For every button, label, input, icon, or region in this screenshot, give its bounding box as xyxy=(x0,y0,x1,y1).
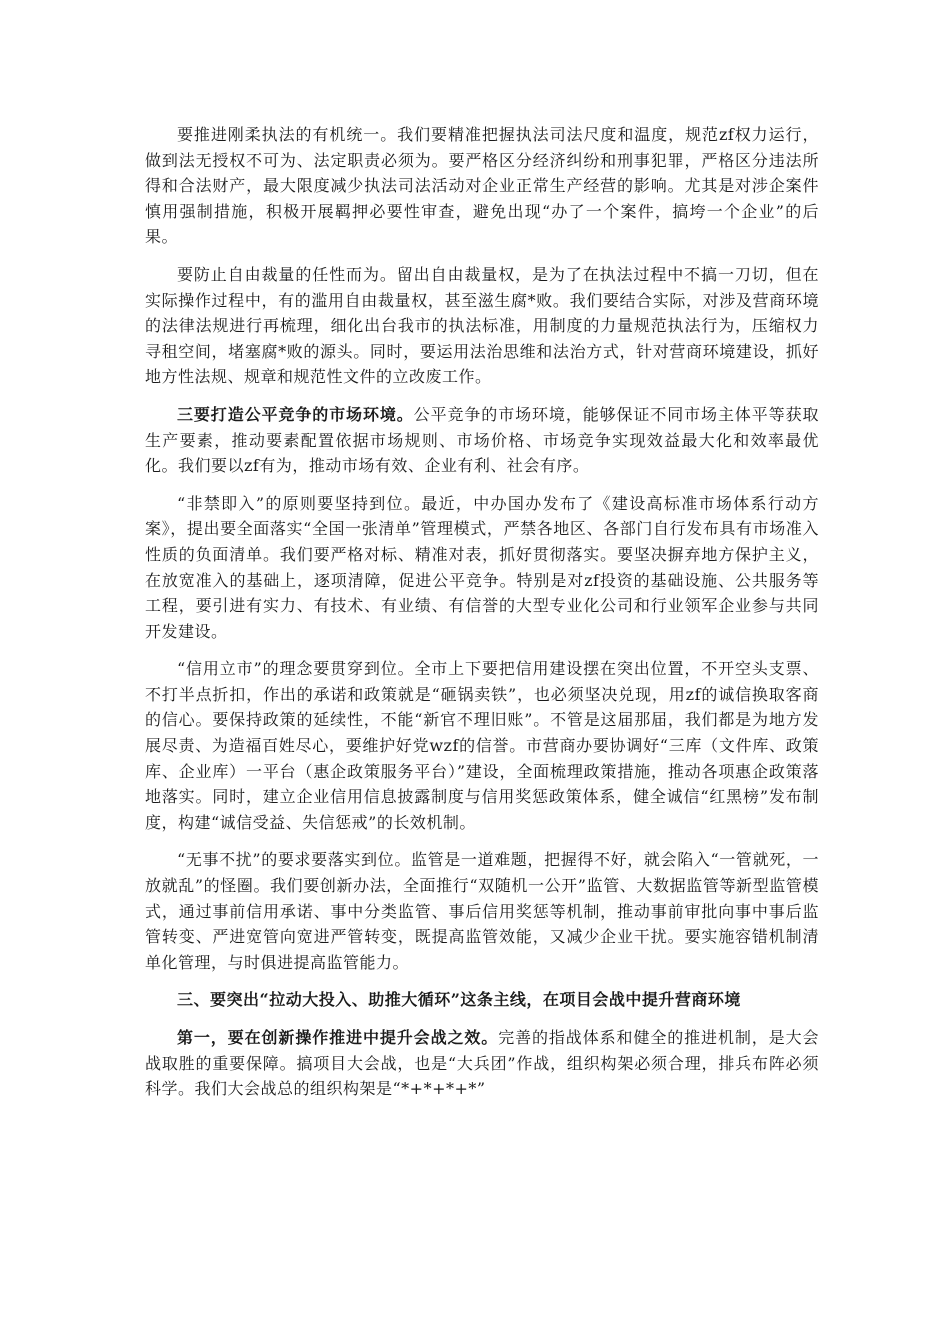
paragraph-text: 要推进刚柔执法的有机统一。我们要精准把握执法司法尺度和温度，规范zf权力运行，做到法无授权不可为、法定职责必须为。要严格区分经济纠纷和刑事犯罪，严格区分违法所得和合法财产，最大限度减少执法司法活动对企业正常生产经营的影响。尤其是对涉企案件慎用强制措施，积极开展羁押必要性审查，避免出现“办了一个案件，搞垮一个企业”的后果。 xyxy=(145,125,819,247)
paragraph-text: “信用立市”的理念要贯穿到位。全市上下要把信用建设摆在突出位置，不开空头支票、不打半点折扣，作出的承诺和政策就是“砸锅卖铁”，也必须坚决兑现，用zf的诚信换取客商的信心。要保持政策的延续性，不能“新官不理旧账”。不管是这届那届，我们都是为地方发展尽责、为造福百姓尽心，要维护好党wzf的信誉。市营商办要协调好“三库（文件库、政策库、企业库）一平台（惠企政策服务平台）”建设，全面梳理政策措施，推动各项惠企政策落地落实。同时，建立企业信用信息披露制度与信用奖惩政策体系，健全诚信“红黑榜”发布制度，构建“诚信受益、失信惩戒”的长效机制。 xyxy=(145,659,819,832)
paragraph-market-access xyxy=(145,491,819,645)
paragraph-fair-market xyxy=(145,402,819,479)
document-page xyxy=(145,122,819,1114)
paragraph-text: 完善的指战体系和健全的推进机制，是大会战取胜的重要保障。搞项目大会战，也是“大兵团”作战，组织构架必须合理，排兵布阵必须科学。我们大会战总的组织构架是“*+*+*+*” xyxy=(145,1028,819,1099)
paragraph-discretion xyxy=(145,262,819,390)
paragraph-flexible-enforcement xyxy=(145,122,819,250)
paragraph-supervision xyxy=(145,847,819,975)
paragraph-text: 公平竞争的市场环境，能够保证不同市场主体平等获取生产要素，推动要素配置依据市场规则、市场价格、市场竞争实现效益最大化和效率最优化。我们要以zf有为，推动市场有效、企业有利、社会有序。 xyxy=(145,404,819,476)
paragraph-text: 要防止自由裁量的任性而为。留出自由裁量权，是为了在执法过程中不搞一刀切，但在实际操作过程中，有的滥用自由裁量权，甚至滋生腐*败。我们要结合实际，对涉及营商环境的法律法规进行再梳理，细化出台我市的执法标准，用制度的力量规范执法行为，压缩权力寻租空间，堵塞腐*败的源头。同时，要运用法治思维和法治方式，针对营商环境建设，抓好地方性法规、规章和规范性文件的立改废工作。 xyxy=(145,264,819,387)
paragraph-text: “非禁即入”的原则要坚持到位。最近，中办国办发布了《建设高标准市场体系行动方案》，提出要全面落实“全国一张清单”管理模式，严禁各地区、各部门自行发布具有市场准入性质的负面清单。我们要严格对标、精准对表，抓好贯彻落实。要坚决摒弃地方保护主义，在放宽准入的基础上，逐项清障，促进公平竞争。特别是对zf投资的基础设施、公共服务等工程，要引进有实力、有技术、有业绩、有信誉的大型专业化公司和行业领军企业参与共同开发建设。 xyxy=(145,493,819,641)
paragraph-text: “无事不扰”的要求要落实到位。监管是一道难题，把握得不好，就会陷入“一管就死，一放就乱”的怪圈。我们要创新办法，全面推行“双随机一公开”监管、大数据监管等新型监管模式，通过事前信用承诺、事中分类监管、事后信用奖惩等机制，推动事前审批向事中事后监管转变、严进宽管向宽进严管转变，既提高监管效能，又减少企业干扰。要实施容错机制清单化管理，与时俱进提高监管能力。 xyxy=(145,850,819,972)
paragraph-innovation-operation xyxy=(145,1025,819,1102)
paragraph-lead-heading: 第一，要在创新操作推进中提升会战之效。 xyxy=(177,1028,499,1047)
paragraph-credit xyxy=(145,656,819,835)
section-heading-text: 三、要突出“拉动大投入、助推大循环”这条主线，在项目会战中提升营商环境 xyxy=(177,990,741,1010)
section-heading-project-battle xyxy=(145,987,819,1013)
paragraph-lead-heading: 三要打造公平竞争的市场环境。 xyxy=(177,404,414,424)
